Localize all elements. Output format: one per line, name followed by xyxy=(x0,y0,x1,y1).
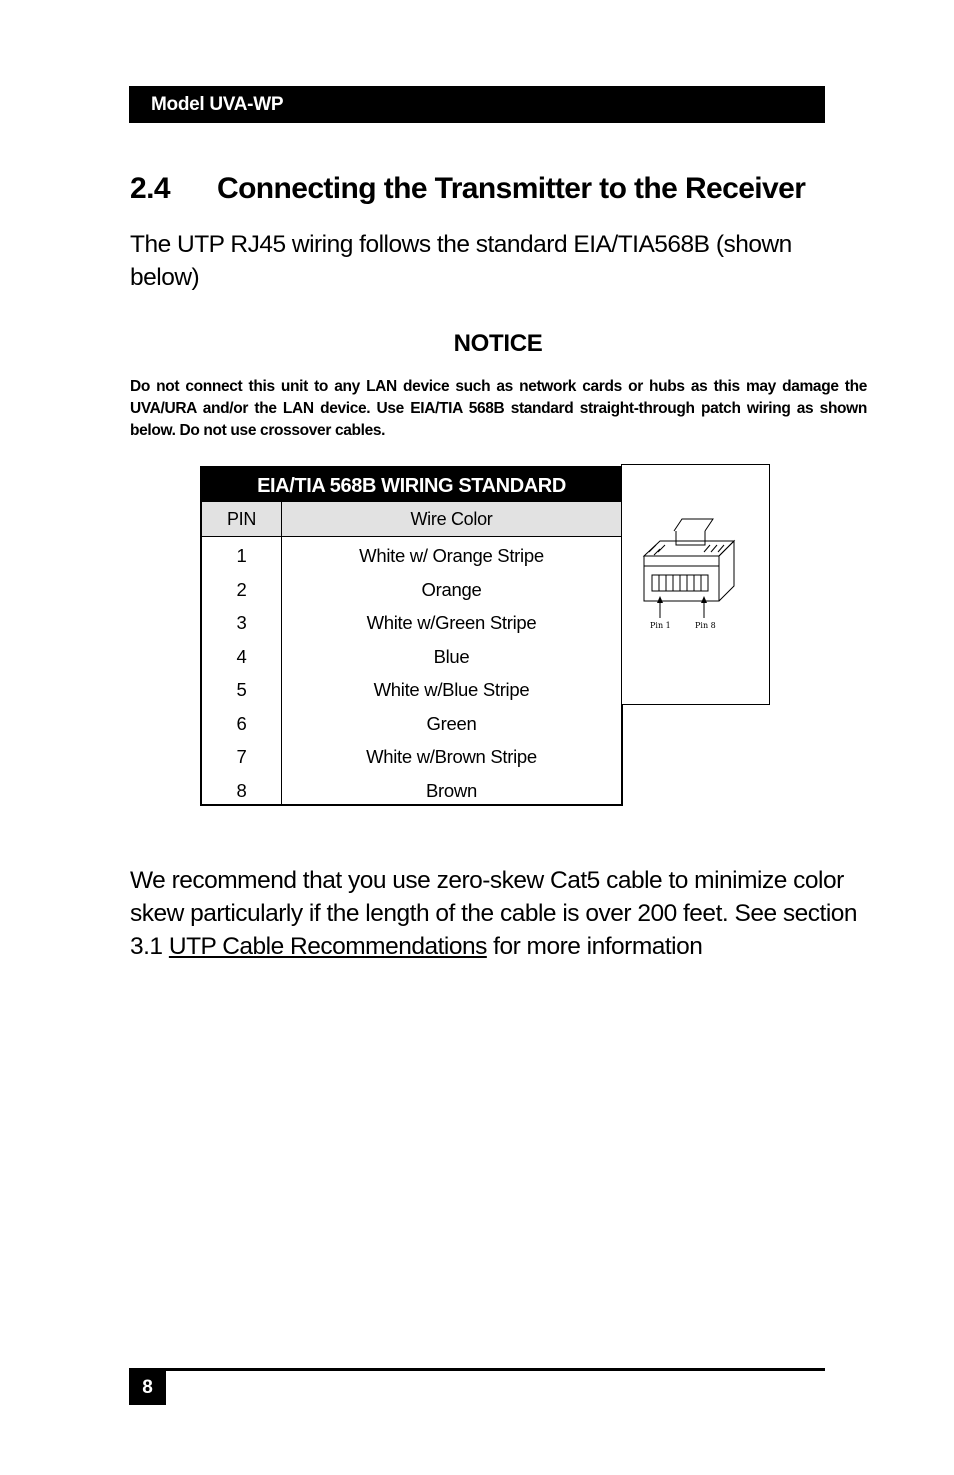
section-number: 2.4 xyxy=(130,172,170,205)
notice-title: NOTICE xyxy=(453,330,543,357)
pin-cell: 3 xyxy=(236,612,247,633)
wiring-table-header xyxy=(202,502,621,537)
footer-rule xyxy=(129,1368,825,1371)
rj45-plug-icon xyxy=(622,465,771,706)
wire-color-cell: White w/Green Stripe xyxy=(366,612,537,633)
wire-color-cell: Orange xyxy=(421,578,482,600)
pin-cell: 8 xyxy=(236,779,247,801)
wiring-table-body xyxy=(202,537,621,805)
rj45-connector-diagram xyxy=(621,464,770,705)
wire-color-cell: White w/Blue Stripe xyxy=(373,679,530,700)
recommendation-paragraph xyxy=(130,864,870,963)
recommendation-text: We recommend that you use zero-skew Cat5 cable to minimize color skew particularly if the length of the cable is over 200 feet. See section 3.1 xyxy=(130,867,858,960)
pin-cell: 7 xyxy=(236,746,247,767)
pin-cell: 1 xyxy=(236,545,247,566)
wire-color-cell: White w/Brown Stripe xyxy=(366,746,537,767)
wire-color-cell: White w/ Orange Stripe xyxy=(359,545,544,566)
color-column xyxy=(282,537,621,805)
recommendation-tail: for more information xyxy=(486,933,703,960)
pin-first-label: Pin 1 xyxy=(650,621,671,630)
wire-color-cell: Blue xyxy=(433,645,470,667)
wiring-table-title: EIA/TIA 568B WIRING STANDARD xyxy=(202,468,621,502)
pin-column-header: PIN xyxy=(202,502,282,536)
section-heading xyxy=(130,172,805,206)
color-column-header: Wire Color xyxy=(410,509,493,529)
pin-column xyxy=(202,537,282,805)
pin-cell: 4 xyxy=(236,645,247,667)
notice-body: Do not connect this unit to any LAN device such as network cards or hubs as this may damage the UVA/URA and/or the LAN device. Use EIA/TIA 568B standard straight-through patch wiring as shown below. Do not use crossover cables. xyxy=(130,378,867,439)
cable-recommendations-link[interactable]: UTP Cable Recommendations xyxy=(168,933,487,960)
model-label: Model UVA-WP xyxy=(151,94,284,115)
pin-last-label: Pin 8 xyxy=(695,621,716,630)
section-title: Connecting the Transmitter to the Receiver xyxy=(217,172,806,205)
page-number: 8 xyxy=(129,1368,166,1405)
intro-paragraph: The UTP RJ45 wiring follows the standard EIA/TIA568B (shown below) xyxy=(130,231,792,291)
pin-cell: 6 xyxy=(236,712,247,734)
pin-cell: 5 xyxy=(236,679,247,700)
wire-color-cell: Brown xyxy=(426,779,477,801)
wiring-table xyxy=(200,466,623,806)
header-bar xyxy=(129,86,825,123)
pin-cell: 2 xyxy=(236,578,247,600)
wire-color-cell: Green xyxy=(426,712,477,734)
